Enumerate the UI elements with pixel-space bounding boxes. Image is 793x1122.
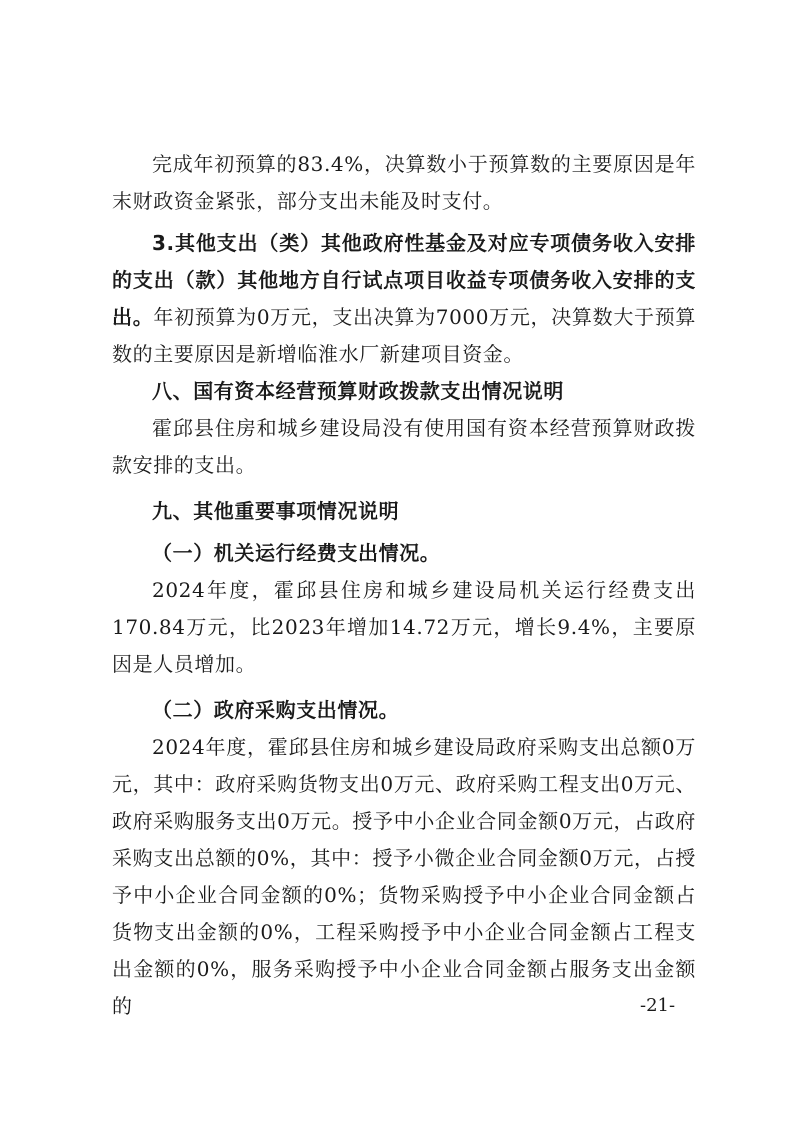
document-body	[112, 146, 696, 1025]
paragraph-other-expenditure	[112, 225, 696, 373]
paragraph-budget-completion: 完成年初预算的83.4%，决算数小于预算数的主要原因是年末财政资金紧张，部分支出未能及时支付。	[112, 152, 696, 213]
paragraph-operating-expenses: 2024年度，霍邱县住房和城乡建设局机关运行经费支出170.84万元，比2023年增加14.72万元，增长9.4%，主要原因是人员增加。	[112, 578, 696, 676]
page-number: -21-	[640, 995, 676, 1016]
section-9-heading: 九、其他重要事项情况说明	[152, 499, 400, 523]
paragraph-procurement: 2024年度，霍邱县住房和城乡建设局政府采购支出总额0万元，其中：政府采购货物支出0万元、政府采购工程支出0万元、政府采购服务支出0万元。授予中小企业合同金额0万元，占政府采购支出总额的0%，其中：授予小微企业合同金额0万元，占授予中小企业合同金额的0%；货物采购授予中小企业合同金额占货物支出金额的0%，工程采购授予中小企业合同金额占工程支出金额的0%，服务采购授予中小企业合同金额占服务支出金额的	[112, 735, 696, 1018]
item-3-text: 年初预算为0万元，支出决算为7000万元，决算数大于预算数的主要原因是新增临淮水厂新建项目资金。	[112, 305, 696, 366]
paragraph-state-capital: 霍邱县住房和城乡建设局没有使用国有资本经营预算财政拨款安排的支出。	[112, 416, 696, 477]
subsection-9-2-heading: （二）政府采购支出情况。	[152, 698, 400, 722]
subsection-9-1-heading: （一）机关运行经费支出情况。	[152, 541, 441, 565]
item-3-heading: 3.其他支出（类）其他政府性基金及对应专项债务收入安排的支出（款）其他地方自行试点项目收益专项债务收入安排的支出。	[112, 231, 696, 329]
section-8-heading: 八、国有资本经营预算财政拨款支出情况说明	[152, 379, 564, 403]
